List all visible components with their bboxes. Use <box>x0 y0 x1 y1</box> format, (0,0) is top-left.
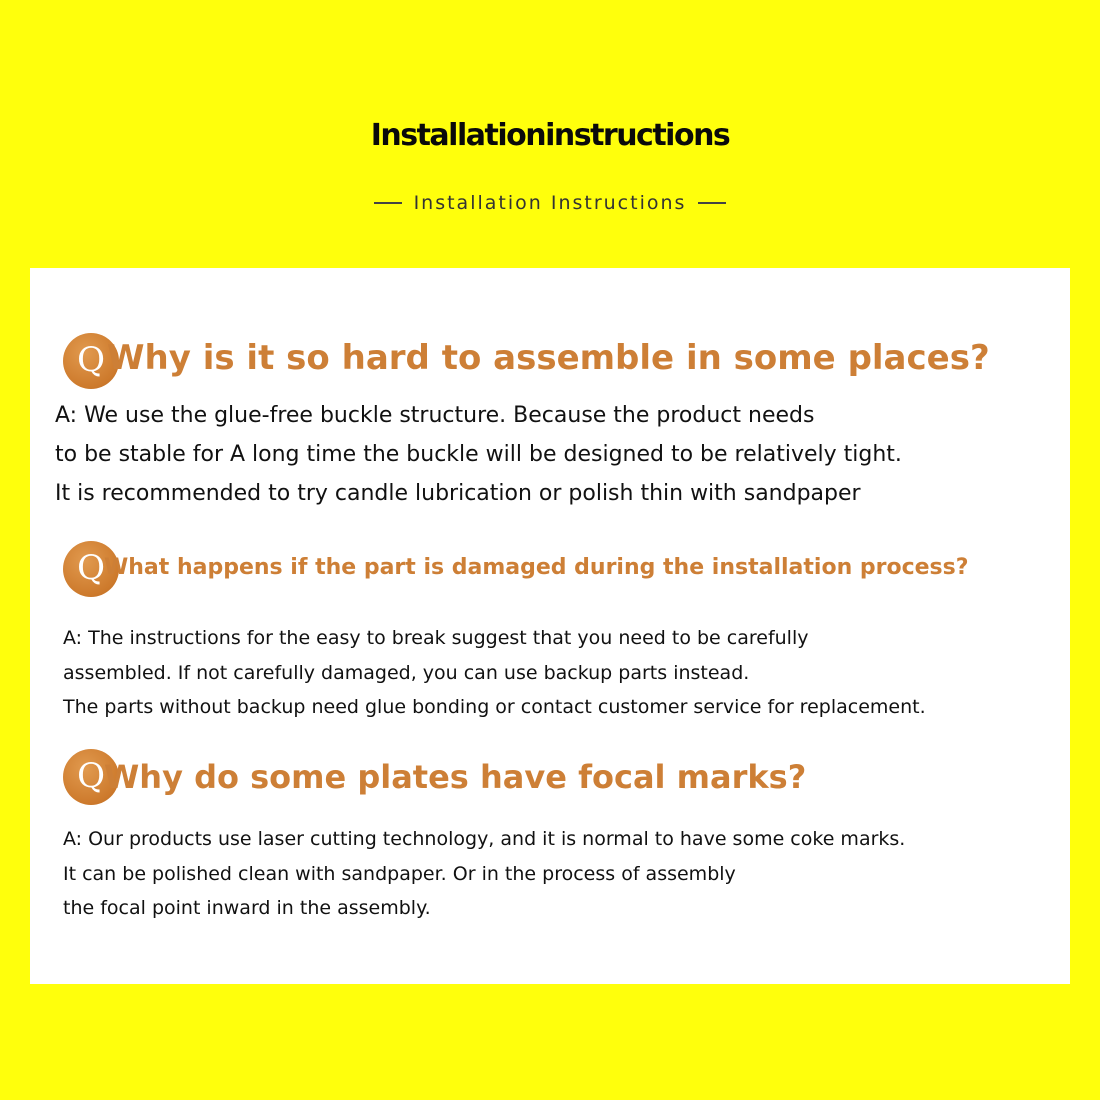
faq-answer <box>63 822 905 926</box>
subtitle-row <box>0 190 1100 216</box>
page-title: Installationinstructions <box>370 118 730 153</box>
faq-answer-line: A: We use the glue-free buckle structure. Because the product needs <box>55 403 815 428</box>
faq-answer-line: assembled. If not carefully damaged, you can use backup parts instead. <box>63 661 750 684</box>
q-badge-letter: Q <box>77 340 105 380</box>
faq-question: What happens if the part is damaged during the installation process? <box>104 555 969 580</box>
faq-answer-line: A: The instructions for the easy to break suggest that you need to be carefully <box>63 627 809 649</box>
page-subtitle: Installation Instructions <box>413 192 687 214</box>
faq-answer-line: to be stable for A long time the buckle will be designed to be relatively tight. <box>55 442 902 467</box>
faq-question: Why do some plates have focal marks? <box>104 758 807 796</box>
faq-answer <box>63 621 926 725</box>
faq-answer-line: It can be polished clean with sandpaper. Or in the process of assembly <box>63 862 736 885</box>
q-badge-letter: Q <box>77 548 105 588</box>
q-badge-letter: Q <box>77 756 105 796</box>
faq-answer-line: A: Our products use laser cutting technology, and it is normal to have some coke marks. <box>63 828 906 850</box>
faq-answer <box>55 396 902 513</box>
subtitle-left-dash <box>374 202 402 204</box>
faq-question: Why is it so hard to assemble in some places? <box>107 338 990 378</box>
faq-answer-line: It is recommended to try candle lubrication or polish thin with sandpaper <box>55 481 861 506</box>
faq-answer-line: The parts without backup need glue bonding or contact customer service for replacement. <box>63 696 926 718</box>
subtitle-right-dash <box>698 202 726 204</box>
faq-answer-line: the focal point inward in the assembly. <box>63 897 431 919</box>
